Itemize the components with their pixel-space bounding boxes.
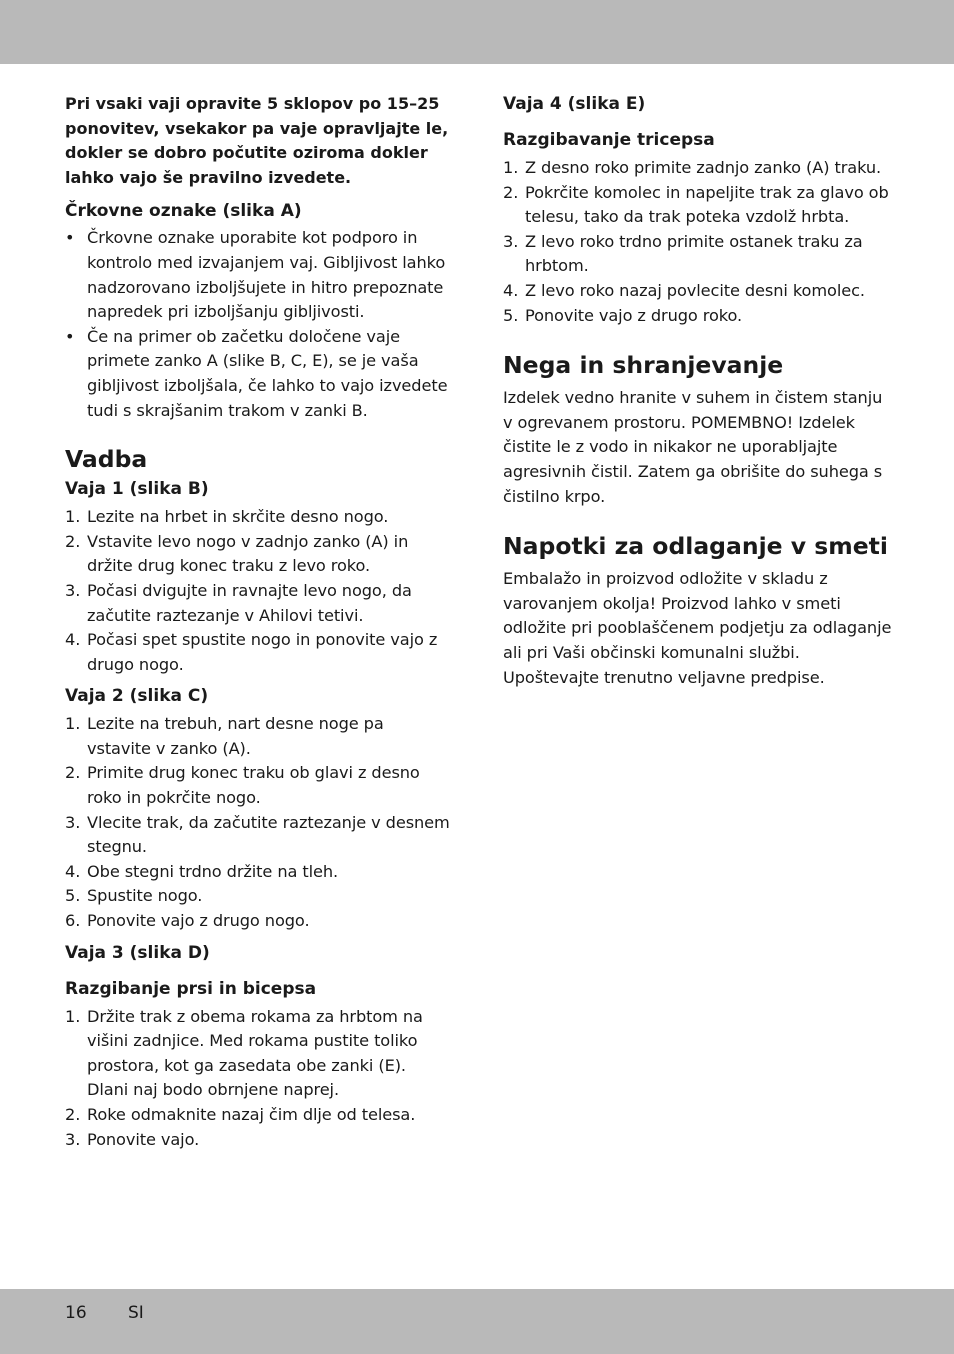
list-item: 2. Primite drug konec traku ob glavi z desno roko in pokrčite nogo. <box>65 763 420 808</box>
section-title-disposal: Napotki za odlaganje v smeti <box>503 532 888 561</box>
exercise-3-steps <box>65 1005 450 1153</box>
exercise-3-subheading: Razgibanje prsi in bicepsa <box>65 978 317 999</box>
list-item: 2. Vstavite levo nogo v zadnjo zanko (A) in držite drug konec traku z levo roko. <box>65 531 409 576</box>
list-item: 3. Z levo roko trdno primite ostanek traku za hrbtom. <box>503 231 863 276</box>
list-item: 1. Držite trak z obema rokama za hrbtom na višini zadnjice. Med rokama pustite toliko prostora, kot ga zasedata obe zanki (E). Dlani naj bodo obrnjene naprej. <box>65 1006 423 1100</box>
exercise-1-heading: Vaja 1 (slika B) <box>65 479 209 500</box>
list-item: 6. Ponovite vajo z drugo nogo. <box>65 911 310 931</box>
list-item: 2. Pokrčite komolec in napeljite trak za glavo ob telesu, tako da trak poteka vzdolž hrbta. <box>503 182 889 227</box>
exercise-4-subheading: Razgibavanje tricepsa <box>503 130 715 150</box>
exercise-2-heading: Vaja 2 (slika C) <box>65 686 209 707</box>
list-item: 3. Počasi dvigujte in ravnajte levo nogo, da začutite raztezanje v Ahilovi tetivi. <box>65 580 412 625</box>
list-item: 1. Lezite na hrbet in skrčite desno nogo. <box>65 507 389 527</box>
list-item: 5. Spustite nogo. <box>65 886 203 906</box>
list-item: 4. Obe stegni trdno držite na tleh. <box>65 861 339 881</box>
exercise-3-heading: Vaja 3 (slika D) <box>65 942 210 963</box>
intro-paragraph: Pri vsaki vaji opravite 5 sklopov po 15–25 ponovitev, vsekakor pa vaje opravljajte le, dokler se dobro počutite oziroma dokler lahko vajo še pravilno izvedete. <box>65 94 449 187</box>
list-item: 5. Ponovite vajo z drugo roko. <box>503 305 743 325</box>
list-item: • Če na primer ob začetku določene vaje primete zanko A (slike B, C, E), se je vaša gibljivost izboljšala, če lahko to vajo izvedete tudi s skrajšanim trakom v zanki B. <box>65 326 448 420</box>
language-code: SI <box>128 1303 144 1323</box>
list-item: 2. Roke odmaknite nazaj čim dlje od telesa. <box>65 1105 416 1124</box>
list-item: 1. Lezite na trebuh, nart desne noge pa vstavite v zanko (A). <box>65 714 384 758</box>
page-number: 16 <box>65 1303 87 1323</box>
list-item: 4. Z levo roko nazaj povlecite desni komolec. <box>503 280 865 300</box>
exercise-4-steps <box>503 156 893 328</box>
section-title-care: Nega in shranjevanje <box>503 351 784 380</box>
section-title-vadba: Vadba <box>65 445 148 474</box>
header-bar <box>0 0 954 64</box>
exercise-1-steps <box>65 505 450 677</box>
list-item: 3. Ponovite vajo. <box>65 1129 200 1149</box>
list-item: 4. Počasi spet spustite nogo in ponovite vajo z drugo nogo. <box>65 630 438 674</box>
left-column <box>65 92 450 1152</box>
list-item: 3. Vlecite trak, da začutite raztezanje v desnem stegnu. <box>65 812 450 857</box>
exercise-4-heading: Vaja 4 (slika E) <box>503 94 646 114</box>
disposal-paragraph: Embalažo in proizvod odložite v skladu z varovanjem okolja! Proizvod lahko v smeti odložite pri pooblaščenem podjetju za odlaganje ali pri Vaši občinski komunalni službi. Upoštevajte trenutno veljavne predpise. <box>503 569 892 687</box>
care-paragraph: Izdelek vedno hranite v suhem in čistem stanju v ogrevanem prostoru. POMEMBNO! Izdelek čistite le z vodo in nikakor ne uporabljajte agresivnih čistil. Zatem ga obrišite do suhega s čistilno krpo. <box>503 388 883 506</box>
letter-markings-heading: Črkovne oznake (slika A) <box>65 201 302 222</box>
letter-markings-list <box>65 226 450 423</box>
list-item: • Črkovne oznake uporabite kot podporo in kontrolo med izvajanjem vaj. Gibljivost lahko nadzorovano izboljšujete in hitro prepoznate napredek pri izboljšanju gibljivosti. <box>65 228 446 322</box>
right-column <box>503 92 893 690</box>
list-item: 1. Z desno roko primite zadnjo zanko (A) traku. <box>503 158 882 177</box>
exercise-2-steps <box>65 712 450 933</box>
